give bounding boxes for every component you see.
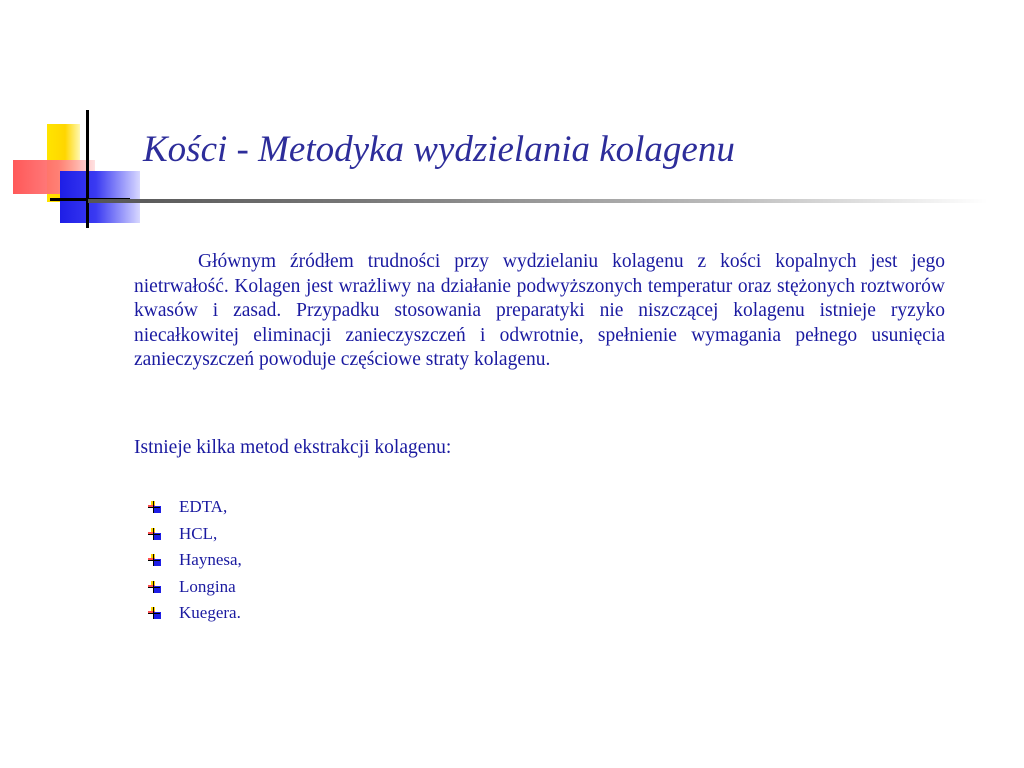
method-label: EDTA, [179,497,228,516]
list-item [146,547,242,574]
methods-list [146,494,242,627]
square-bullet-icon [148,528,161,540]
square-bullet-icon [148,501,161,513]
vertical-line-decoration [86,110,89,228]
slide-title: Kości - Metodyka wydzielania kolagenu [143,129,735,170]
method-label: HCL, [179,523,218,543]
square-bullet-icon [148,554,161,566]
list-item [146,521,242,548]
list-item [146,494,242,521]
method-label: Longina [179,576,236,596]
square-bullet-icon [148,607,161,619]
list-item [146,600,242,627]
title-underline [88,199,988,203]
square-bullet-icon [148,581,161,593]
blue-square-decoration [60,171,140,223]
method-label: Kuegera. [179,603,241,622]
list-item [146,574,242,601]
methods-intro: Istnieje kilka metod ekstrakcji kolagenu: [134,437,452,458]
body-paragraph: Głównym źródłem trudności przy wydzielaniu kolagenu z kości kopalnych jest jego nietrwałość. Kolagen jest wrażliwy na działanie podwyższonych temperatur oraz stężonych roztworów kwasów i zasad. Przypadku stosowania preparatyki nie niszczącej kolagenu istnieje ryzyko niecałkowitej eliminacji zanieczyszczeń i odwrotnie, spełnienie wymagania pełnego usunięcia zanieczyszczeń powoduje częściowe straty kolagenu. [134,251,945,370]
method-label: Haynesa, [179,550,242,569]
